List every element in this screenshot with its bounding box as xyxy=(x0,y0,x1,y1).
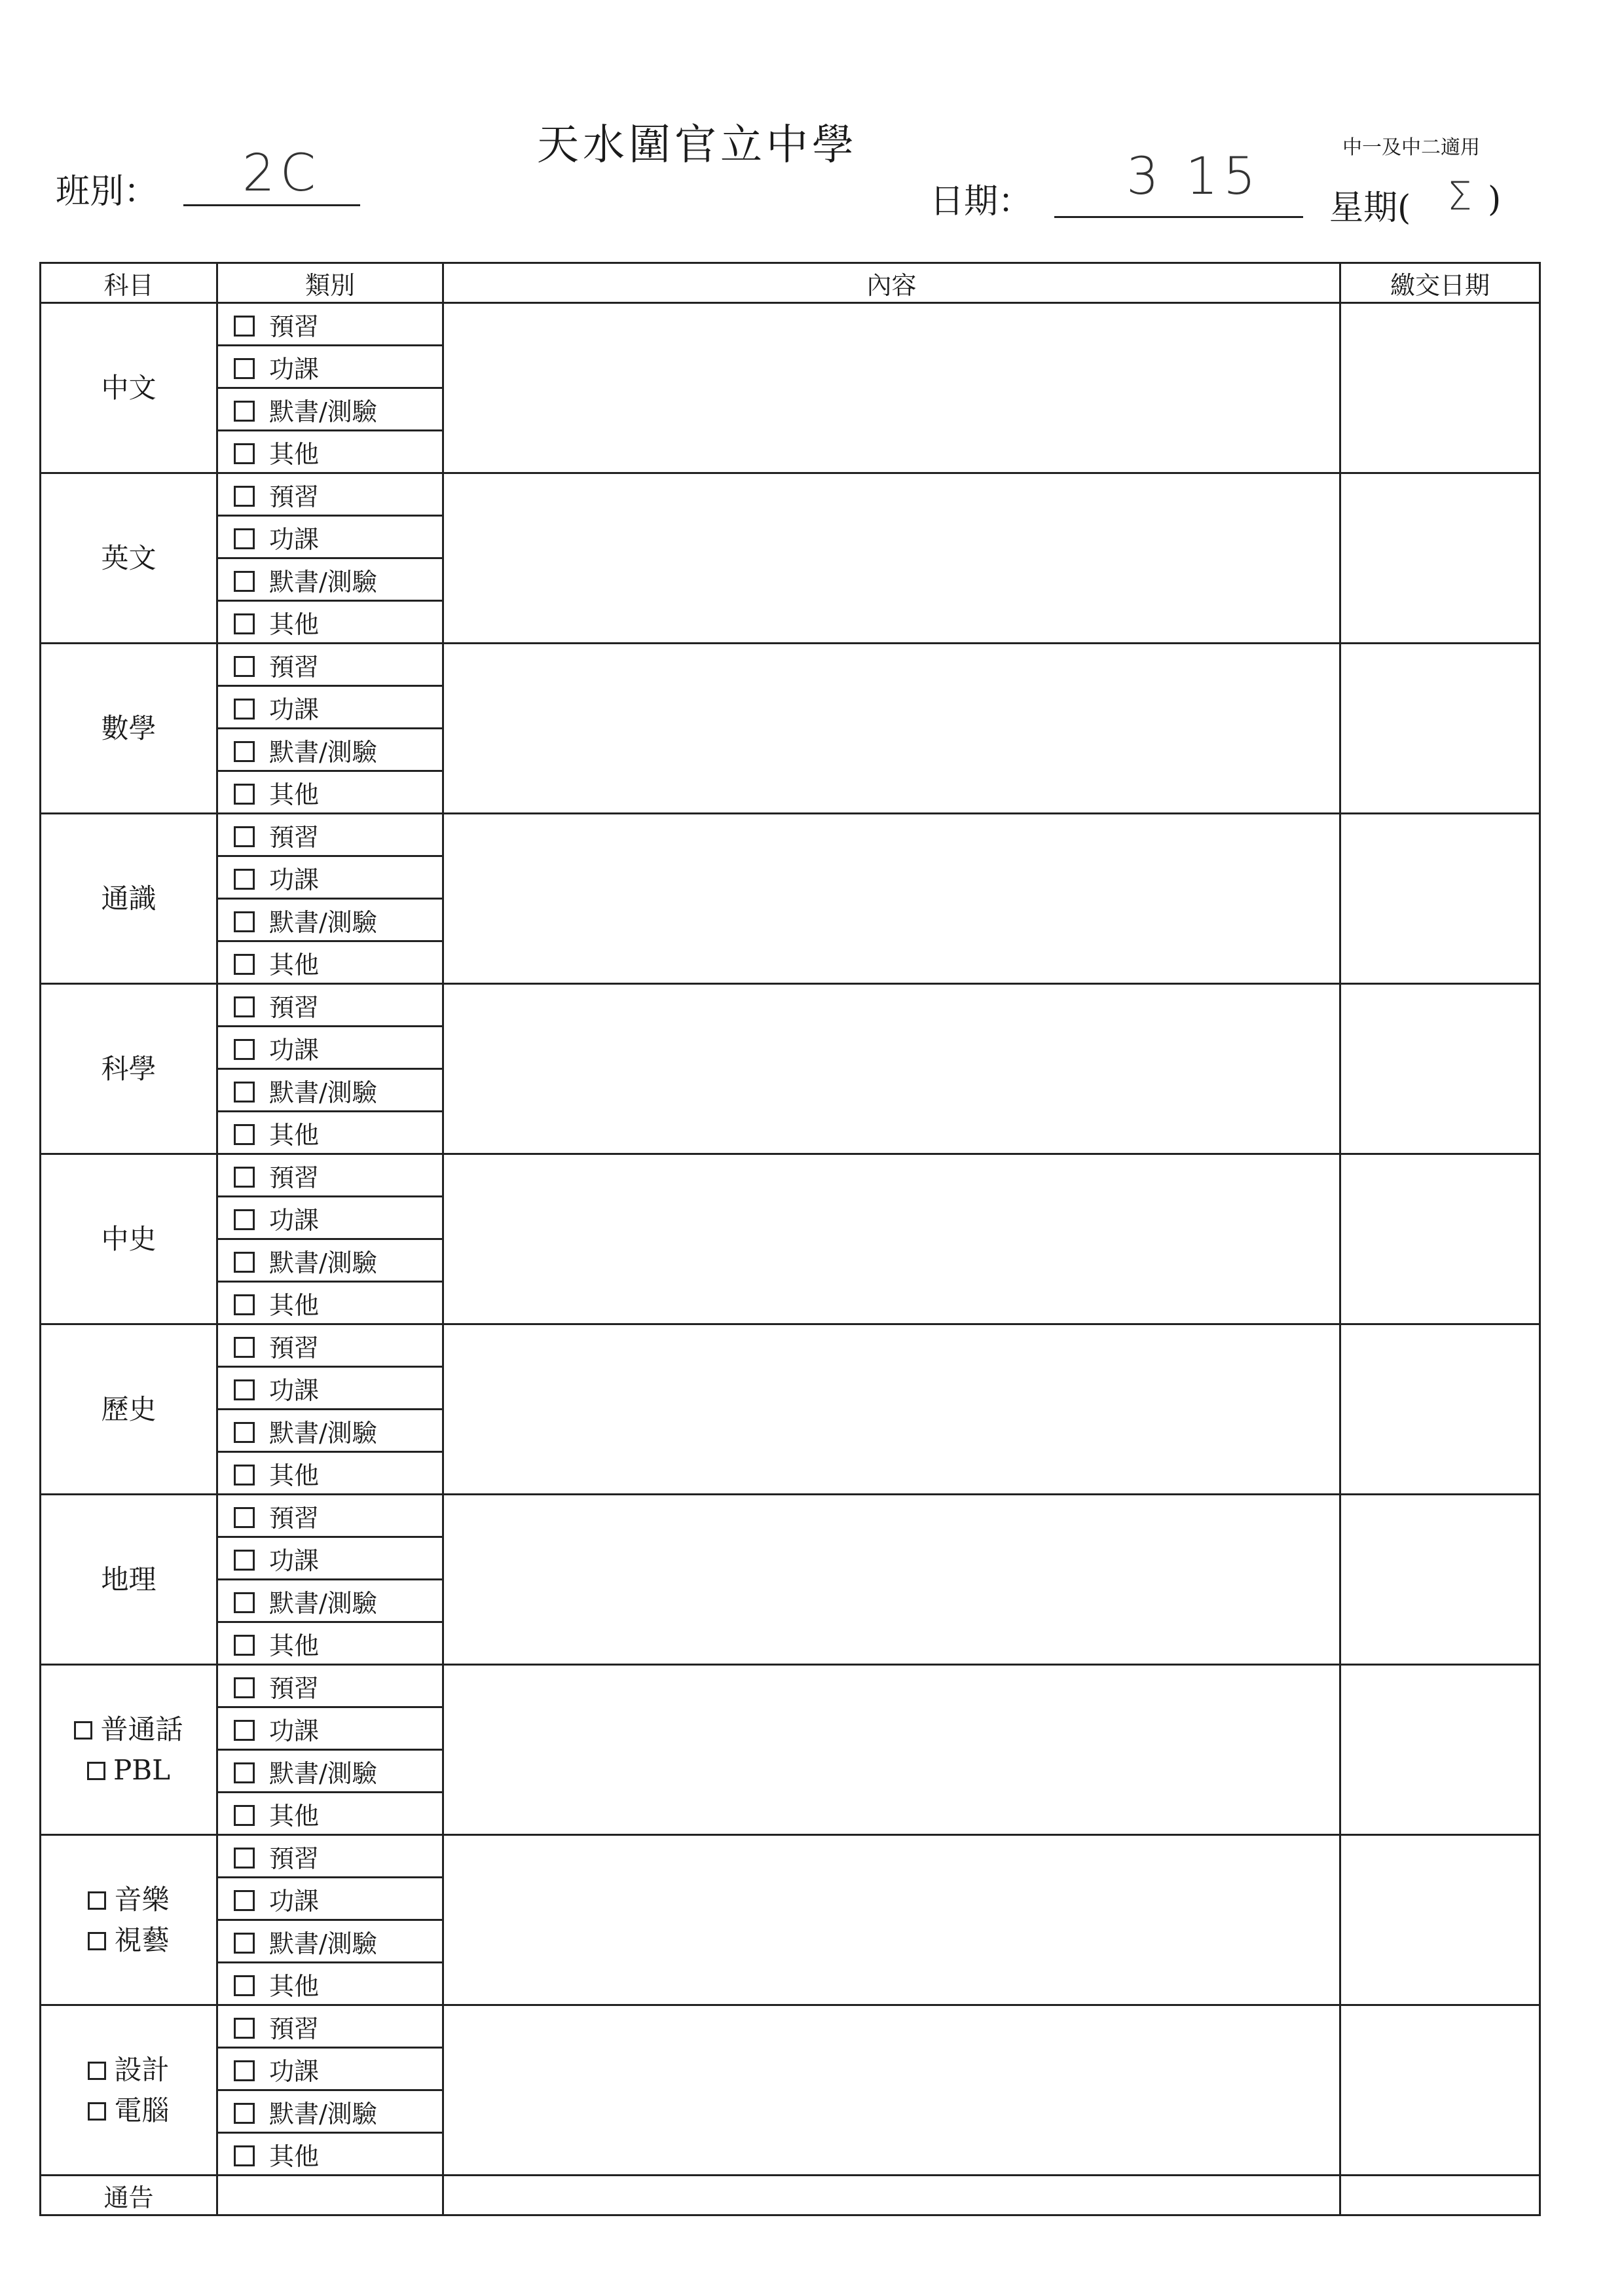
due-date-cell[interactable] xyxy=(1340,1835,1540,2005)
type-checkbox[interactable] xyxy=(234,1039,255,1060)
header-subject: 科目 xyxy=(41,263,217,303)
type-label: 功課 xyxy=(269,695,320,724)
type-checkbox[interactable] xyxy=(234,1933,255,1954)
type-label: 其他 xyxy=(269,439,320,469)
type-label: 默書/測驗 xyxy=(269,1248,377,1277)
subject-cell xyxy=(41,1495,217,1665)
type-checkbox[interactable] xyxy=(234,1975,255,1996)
type-option[interactable] xyxy=(217,1622,443,1665)
table-row xyxy=(41,1495,1540,1537)
type-option[interactable] xyxy=(217,388,443,431)
type-option[interactable] xyxy=(217,814,443,856)
table-row xyxy=(41,2005,1540,2048)
type-option[interactable] xyxy=(217,1878,443,1920)
type-label: 默書/測驗 xyxy=(269,1418,377,1448)
type-option[interactable] xyxy=(217,1707,443,1750)
type-checkbox[interactable] xyxy=(234,1465,255,1485)
subject-name: 通識 xyxy=(101,882,157,915)
type-label: 其他 xyxy=(269,1971,320,2001)
type-checkbox[interactable] xyxy=(234,2060,255,2081)
type-label: 預習 xyxy=(269,652,320,682)
type-checkbox[interactable] xyxy=(234,1124,255,1145)
type-checkbox[interactable] xyxy=(234,1550,255,1571)
date-label: 日期： xyxy=(930,182,1033,221)
type-label: 預習 xyxy=(269,482,320,511)
applicable-note: 中一及中二適用 xyxy=(1342,136,1480,159)
type-label: 功課 xyxy=(269,354,320,384)
type-label: 默書/測驗 xyxy=(269,1929,377,1958)
type-option[interactable] xyxy=(217,941,443,984)
type-label: 預習 xyxy=(269,1503,320,1533)
subject-name: 音樂 xyxy=(114,1883,170,1916)
type-label: 默書/測驗 xyxy=(269,907,377,937)
type-checkbox[interactable] xyxy=(234,1167,255,1188)
type-option[interactable] xyxy=(217,1367,443,1410)
type-option[interactable] xyxy=(217,473,443,516)
type-label: 其他 xyxy=(269,1290,320,1320)
due-date-cell[interactable] xyxy=(1340,1665,1540,1835)
subject-name: 中史 xyxy=(101,1222,157,1255)
type-label: 預習 xyxy=(269,1844,320,1873)
type-label: 其他 xyxy=(269,1801,320,1831)
due-date-cell[interactable] xyxy=(1340,1324,1540,1495)
subject-cell xyxy=(41,984,217,1154)
type-label: 其他 xyxy=(269,950,320,979)
content-cell[interactable] xyxy=(443,814,1340,984)
subject-line xyxy=(41,1219,216,1260)
type-label: 其他 xyxy=(269,780,320,809)
type-checkbox[interactable] xyxy=(234,1422,255,1443)
type-option[interactable] xyxy=(217,346,443,388)
type-label: 功課 xyxy=(269,1376,320,1405)
type-label: 功課 xyxy=(269,1205,320,1235)
type-option[interactable] xyxy=(217,2005,443,2048)
type-checkbox[interactable] xyxy=(234,1635,255,1656)
subject-cell xyxy=(41,1665,217,1835)
due-date-cell[interactable] xyxy=(1340,814,1540,984)
type-checkbox[interactable] xyxy=(234,954,255,975)
subject-line xyxy=(41,1920,216,1961)
subject-cell xyxy=(41,1324,217,1495)
due-date-cell[interactable] xyxy=(1340,1495,1540,1665)
due-date-cell[interactable] xyxy=(1340,984,1540,1154)
type-label: 默書/測驗 xyxy=(269,1758,377,1788)
subject-line xyxy=(41,1709,216,1750)
type-option[interactable] xyxy=(217,686,443,729)
type-checkbox[interactable] xyxy=(234,826,255,847)
type-option[interactable] xyxy=(217,1537,443,1580)
subject-checkbox[interactable] xyxy=(88,1932,106,1950)
type-checkbox[interactable] xyxy=(234,613,255,634)
table-row xyxy=(41,644,1540,686)
type-checkbox[interactable] xyxy=(234,869,255,890)
subject-line xyxy=(41,1750,216,1791)
type-option[interactable] xyxy=(217,1963,443,2005)
type-checkbox[interactable] xyxy=(234,1890,255,1911)
due-date-cell[interactable] xyxy=(1340,644,1540,814)
type-label: 功課 xyxy=(269,1716,320,1745)
type-option[interactable] xyxy=(217,2048,443,2090)
type-checkbox[interactable] xyxy=(234,656,255,677)
header-type: 類別 xyxy=(217,263,443,303)
type-option[interactable] xyxy=(217,984,443,1027)
type-checkbox[interactable] xyxy=(234,1252,255,1273)
type-label: 默書/測驗 xyxy=(269,397,377,426)
type-option[interactable] xyxy=(217,516,443,558)
type-option[interactable] xyxy=(217,899,443,941)
type-label: 預習 xyxy=(269,993,320,1022)
type-label: 其他 xyxy=(269,610,320,639)
subject-name: 視藝 xyxy=(114,1923,170,1956)
content-cell[interactable] xyxy=(443,644,1340,814)
type-option[interactable] xyxy=(217,1835,443,1878)
type-option[interactable] xyxy=(217,1069,443,1112)
table-row xyxy=(41,1324,1540,1367)
subject-checkbox[interactable] xyxy=(74,1721,92,1740)
type-label: 功課 xyxy=(269,1546,320,1575)
type-checkbox[interactable] xyxy=(234,1294,255,1315)
type-checkbox[interactable] xyxy=(234,741,255,762)
subject-line xyxy=(41,879,216,919)
type-checkbox[interactable] xyxy=(234,1337,255,1358)
type-checkbox[interactable] xyxy=(234,1720,255,1741)
type-label: 功課 xyxy=(269,2056,320,2086)
content-cell[interactable] xyxy=(443,984,1340,1154)
content-cell[interactable] xyxy=(443,1835,1340,2005)
type-checkbox[interactable] xyxy=(234,996,255,1017)
type-option[interactable] xyxy=(217,771,443,814)
type-option[interactable] xyxy=(217,1197,443,1239)
type-option[interactable] xyxy=(217,303,443,346)
type-label: 默書/測驗 xyxy=(269,1588,377,1618)
type-checkbox[interactable] xyxy=(234,358,255,379)
subject-cell xyxy=(41,814,217,984)
weekday-value[interactable]: Σ xyxy=(1447,173,1477,219)
table-body xyxy=(41,303,1540,2215)
type-checkbox[interactable] xyxy=(234,1082,255,1102)
type-option[interactable] xyxy=(217,1452,443,1495)
header-due-date: 繳交日期 xyxy=(1340,263,1540,303)
type-label: 默書/測驗 xyxy=(269,2099,377,2128)
subject-cell xyxy=(41,644,217,814)
notice-date-cell[interactable] xyxy=(1340,2176,1540,2215)
type-option[interactable] xyxy=(217,601,443,644)
date-value[interactable]: 3 15 xyxy=(1126,147,1261,206)
due-date-cell[interactable] xyxy=(1340,2005,1540,2176)
type-label: 默書/測驗 xyxy=(269,1078,377,1107)
table-row xyxy=(41,473,1540,516)
subject-cell xyxy=(41,473,217,644)
content-cell[interactable] xyxy=(443,1665,1340,1835)
type-checkbox[interactable] xyxy=(234,1379,255,1400)
content-cell[interactable] xyxy=(443,1154,1340,1324)
type-label: 預習 xyxy=(269,1163,320,1192)
type-checkbox[interactable] xyxy=(234,1805,255,1826)
type-option[interactable] xyxy=(217,431,443,473)
type-option[interactable] xyxy=(217,2133,443,2176)
content-cell[interactable] xyxy=(443,303,1340,473)
type-checkbox[interactable] xyxy=(234,571,255,592)
table-row xyxy=(41,984,1540,1027)
type-option[interactable] xyxy=(217,1750,443,1793)
type-option[interactable] xyxy=(217,1580,443,1622)
subject-line xyxy=(41,2090,216,2131)
type-option[interactable] xyxy=(217,1027,443,1069)
weekday-label: 星期( xyxy=(1329,189,1411,228)
homework-table xyxy=(39,262,1541,2216)
type-label: 功課 xyxy=(269,865,320,894)
type-checkbox[interactable] xyxy=(234,316,255,337)
type-checkbox[interactable] xyxy=(234,2018,255,2039)
due-date-cell[interactable] xyxy=(1340,1154,1540,1324)
type-option[interactable] xyxy=(217,1665,443,1707)
type-label: 其他 xyxy=(269,1120,320,1150)
type-label: 功課 xyxy=(269,1886,320,1916)
class-underline xyxy=(183,204,360,206)
subject-line xyxy=(41,1049,216,1089)
type-checkbox[interactable] xyxy=(234,1762,255,1783)
type-option[interactable] xyxy=(217,1410,443,1452)
notice-type-cell[interactable] xyxy=(217,2176,443,2215)
type-checkbox[interactable] xyxy=(234,699,255,720)
type-checkbox[interactable] xyxy=(234,1848,255,1868)
subject-line xyxy=(41,368,216,409)
type-label: 其他 xyxy=(269,2141,320,2171)
type-label: 默書/測驗 xyxy=(269,737,377,767)
type-label: 功課 xyxy=(269,524,320,554)
type-option[interactable] xyxy=(217,1239,443,1282)
type-label: 預習 xyxy=(269,2014,320,2043)
school-name: 天水圍官立中學 xyxy=(537,121,858,170)
content-cell[interactable] xyxy=(443,2005,1340,2176)
type-checkbox[interactable] xyxy=(234,1209,255,1230)
subject-name: 電腦 xyxy=(114,2094,170,2126)
subject-line xyxy=(41,538,216,579)
type-checkbox[interactable] xyxy=(234,1592,255,1613)
due-date-cell[interactable] xyxy=(1340,303,1540,473)
type-checkbox[interactable] xyxy=(234,528,255,549)
type-label: 其他 xyxy=(269,1631,320,1660)
content-cell[interactable] xyxy=(443,473,1340,644)
type-label: 功課 xyxy=(269,1035,320,1065)
type-label: 其他 xyxy=(269,1461,320,1490)
notice-row xyxy=(41,2176,1540,2215)
type-option[interactable] xyxy=(217,1324,443,1367)
subject-line xyxy=(41,1389,216,1430)
subject-name: 英文 xyxy=(101,541,157,574)
type-label: 預習 xyxy=(269,312,320,341)
subject-cell xyxy=(41,303,217,473)
subject-cell xyxy=(41,1154,217,1324)
subject-cell xyxy=(41,1835,217,2005)
due-date-cell[interactable] xyxy=(1340,473,1540,644)
subject-line xyxy=(41,1559,216,1600)
type-checkbox[interactable] xyxy=(234,443,255,464)
class-label: 班別： xyxy=(56,172,158,211)
subject-name: 科學 xyxy=(101,1052,157,1085)
table-row xyxy=(41,1665,1540,1707)
type-label: 預習 xyxy=(269,1333,320,1362)
date-underline xyxy=(1054,216,1303,218)
type-option[interactable] xyxy=(217,558,443,601)
class-value[interactable]: 2C xyxy=(242,144,322,203)
type-option[interactable] xyxy=(217,644,443,686)
subject-line xyxy=(41,1880,216,1920)
content-cell[interactable] xyxy=(443,1324,1340,1495)
subject-checkbox[interactable] xyxy=(87,1762,105,1780)
table-row xyxy=(41,1154,1540,1197)
table-row xyxy=(41,1835,1540,1878)
table-header-row xyxy=(41,263,1540,303)
type-option[interactable] xyxy=(217,1112,443,1154)
type-checkbox[interactable] xyxy=(234,2145,255,2166)
type-label: 預習 xyxy=(269,1673,320,1703)
type-option[interactable] xyxy=(217,1154,443,1197)
subject-cell xyxy=(41,2005,217,2176)
subject-checkbox[interactable] xyxy=(88,2102,106,2121)
type-checkbox[interactable] xyxy=(234,1677,255,1698)
type-option[interactable] xyxy=(217,1282,443,1324)
subject-line xyxy=(41,2050,216,2090)
subject-name: PBL xyxy=(113,1753,170,1786)
subject-name: 普通話 xyxy=(100,1713,183,1745)
notice-label: 通告 xyxy=(41,2176,217,2215)
subject-name: 設計 xyxy=(114,2053,170,2086)
subject-name: 歷史 xyxy=(101,1393,157,1425)
type-checkbox[interactable] xyxy=(234,784,255,805)
subject-name: 地理 xyxy=(101,1563,157,1595)
notice-content-cell[interactable] xyxy=(443,2176,1340,2215)
type-checkbox[interactable] xyxy=(234,2103,255,2124)
table-row xyxy=(41,303,1540,346)
type-label: 預習 xyxy=(269,822,320,852)
type-option[interactable] xyxy=(217,1920,443,1963)
type-option[interactable] xyxy=(217,1793,443,1835)
table-row xyxy=(41,814,1540,856)
type-option[interactable] xyxy=(217,1495,443,1537)
type-checkbox[interactable] xyxy=(234,401,255,422)
weekday-close: ) xyxy=(1488,180,1502,219)
subject-checkbox[interactable] xyxy=(88,1891,106,1910)
content-cell[interactable] xyxy=(443,1495,1340,1665)
type-option[interactable] xyxy=(217,856,443,899)
header-content: 內容 xyxy=(443,263,1340,303)
type-checkbox[interactable] xyxy=(234,486,255,507)
type-option[interactable] xyxy=(217,2090,443,2133)
type-checkbox[interactable] xyxy=(234,911,255,932)
subject-line xyxy=(41,708,216,749)
subject-checkbox[interactable] xyxy=(88,2062,106,2080)
subject-name: 中文 xyxy=(101,371,157,404)
type-checkbox[interactable] xyxy=(234,1507,255,1528)
subject-name: 數學 xyxy=(101,712,157,744)
type-label: 默書/測驗 xyxy=(269,567,377,596)
type-option[interactable] xyxy=(217,729,443,771)
